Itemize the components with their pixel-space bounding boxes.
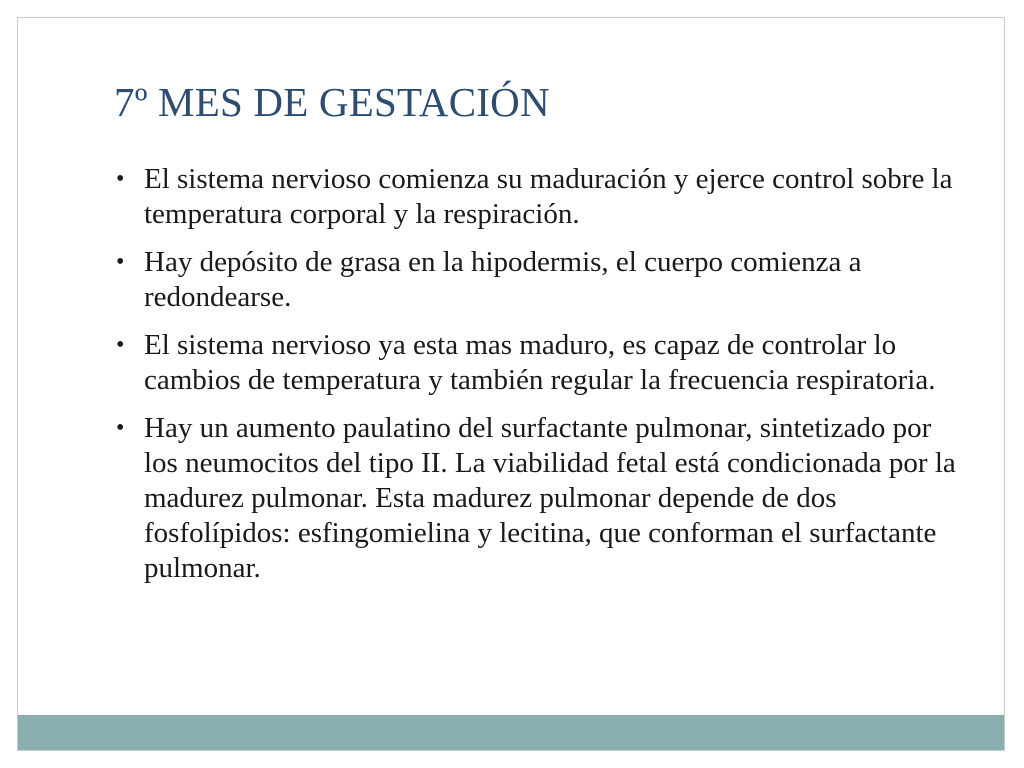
bullet-text: El sistema nervioso comienza su maduración y ejerce control sobre la temperatura corporal y la respiración. [144, 163, 953, 230]
bullet-dot-icon: • [116, 249, 125, 275]
bullet-item [114, 245, 959, 315]
bullet-list [114, 162, 959, 599]
bullet-text: El sistema nervioso ya esta mas maduro, es capaz de controlar lo cambios de temperatura y también regular la frecuencia respiratoria. [144, 329, 936, 396]
bullet-item [114, 328, 959, 398]
slide [17, 17, 1005, 751]
bullet-dot-icon: • [116, 332, 125, 358]
footer-bar [18, 715, 1004, 750]
bullet-item [114, 162, 959, 232]
slide-title: 7º MES DE GESTACIÓN [114, 79, 550, 125]
bullet-dot-icon: • [116, 166, 125, 192]
bullet-text: Hay un aumento paulatino del surfactante pulmonar, sintetizado por los neumocitos del tipo II. La viabilidad fetal está condicionada por la madurez pulmonar. Esta madurez pulmonar depende de dos fosfolípidos: esfingomielina y lecitina, que conforman el surfactante pulmonar. [144, 412, 956, 584]
bullet-item [114, 411, 959, 586]
bullet-text: Hay depósito de grasa en la hipodermis, el cuerpo comienza a redondearse. [144, 246, 862, 313]
bullet-dot-icon: • [116, 415, 125, 441]
